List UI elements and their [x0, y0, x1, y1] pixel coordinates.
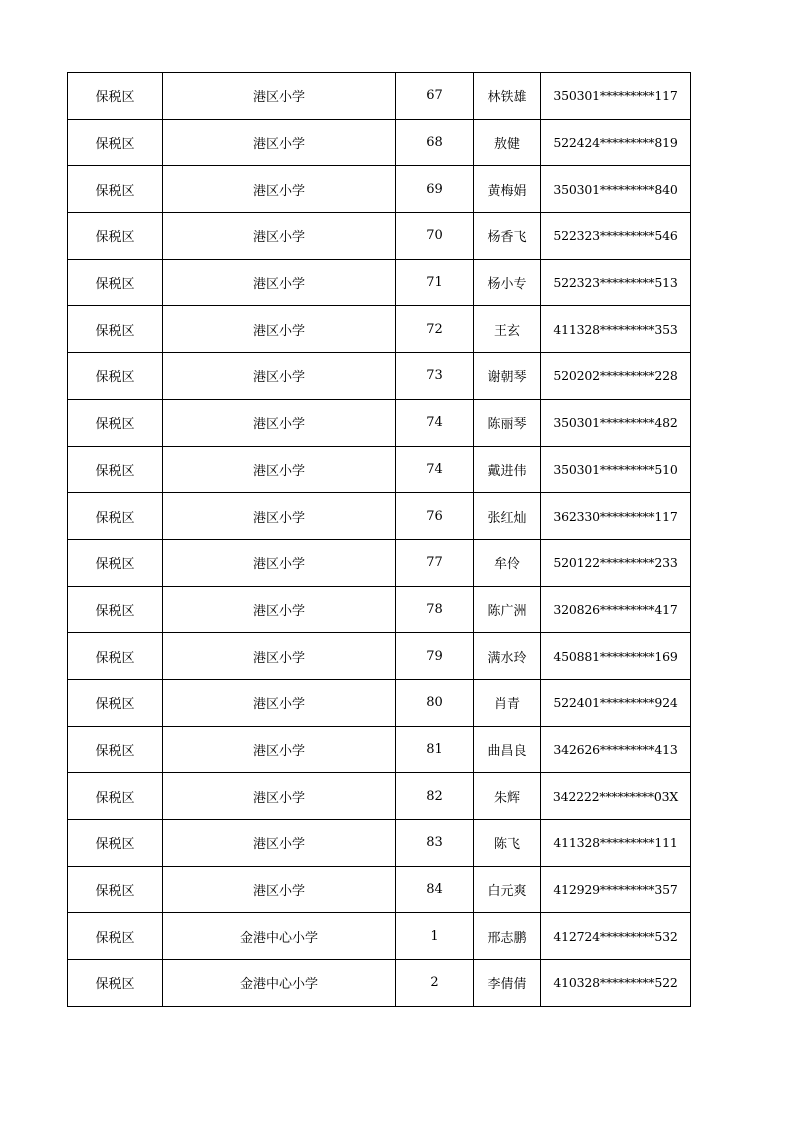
number-cell: 72	[396, 306, 474, 353]
name-cell: 敖健	[474, 119, 541, 166]
district-cell: 保税区	[68, 539, 163, 586]
table-row	[68, 493, 691, 540]
name-cell: 黄梅娟	[474, 166, 541, 213]
table-row	[68, 960, 691, 1007]
table-row	[68, 306, 691, 353]
district-cell: 保税区	[68, 726, 163, 773]
id-number-cell: 320826*********417	[541, 586, 691, 633]
school-cell: 港区小学	[163, 399, 396, 446]
district-cell: 保税区	[68, 213, 163, 260]
number-cell: 68	[396, 119, 474, 166]
number-cell: 78	[396, 586, 474, 633]
id-number-cell: 522323*********546	[541, 213, 691, 260]
number-cell: 74	[396, 446, 474, 493]
school-cell: 港区小学	[163, 726, 396, 773]
school-cell: 金港中心小学	[163, 913, 396, 960]
district-cell: 保税区	[68, 586, 163, 633]
name-cell: 陈丽琴	[474, 399, 541, 446]
number-cell: 70	[396, 213, 474, 260]
district-cell: 保税区	[68, 820, 163, 867]
name-cell: 杨小专	[474, 259, 541, 306]
table-row	[68, 586, 691, 633]
number-cell: 73	[396, 353, 474, 400]
id-number-cell: 522323*********513	[541, 259, 691, 306]
number-cell: 80	[396, 679, 474, 726]
table-row	[68, 866, 691, 913]
number-cell: 77	[396, 539, 474, 586]
school-cell: 港区小学	[163, 353, 396, 400]
roster-body	[68, 73, 691, 1007]
number-cell: 1	[396, 913, 474, 960]
id-number-cell: 410328*********522	[541, 960, 691, 1007]
id-number-cell: 350301*********840	[541, 166, 691, 213]
school-cell: 港区小学	[163, 493, 396, 540]
number-cell: 76	[396, 493, 474, 540]
school-cell: 港区小学	[163, 773, 396, 820]
district-cell: 保税区	[68, 306, 163, 353]
number-cell: 83	[396, 820, 474, 867]
table-row	[68, 726, 691, 773]
number-cell: 69	[396, 166, 474, 213]
number-cell: 79	[396, 633, 474, 680]
name-cell: 林铁雄	[474, 73, 541, 120]
id-number-cell: 522424*********819	[541, 119, 691, 166]
table-row	[68, 166, 691, 213]
name-cell: 陈飞	[474, 820, 541, 867]
name-cell: 陈广洲	[474, 586, 541, 633]
table-row	[68, 446, 691, 493]
school-cell: 港区小学	[163, 866, 396, 913]
id-number-cell: 411328*********353	[541, 306, 691, 353]
district-cell: 保税区	[68, 633, 163, 680]
number-cell: 82	[396, 773, 474, 820]
table-row	[68, 820, 691, 867]
school-cell: 港区小学	[163, 679, 396, 726]
name-cell: 肖青	[474, 679, 541, 726]
district-cell: 保税区	[68, 493, 163, 540]
table-row	[68, 73, 691, 120]
name-cell: 谢朝琴	[474, 353, 541, 400]
table-row	[68, 399, 691, 446]
id-number-cell: 342222*********03X	[541, 773, 691, 820]
table-row	[68, 353, 691, 400]
district-cell: 保税区	[68, 960, 163, 1007]
school-cell: 港区小学	[163, 633, 396, 680]
school-cell: 港区小学	[163, 213, 396, 260]
table-row	[68, 259, 691, 306]
table-row	[68, 913, 691, 960]
name-cell: 杨香飞	[474, 213, 541, 260]
number-cell: 67	[396, 73, 474, 120]
table-row	[68, 213, 691, 260]
school-cell: 港区小学	[163, 166, 396, 213]
table-row	[68, 633, 691, 680]
id-number-cell: 412724*********532	[541, 913, 691, 960]
name-cell: 曲昌良	[474, 726, 541, 773]
school-cell: 港区小学	[163, 820, 396, 867]
number-cell: 71	[396, 259, 474, 306]
district-cell: 保税区	[68, 259, 163, 306]
id-number-cell: 450881*********169	[541, 633, 691, 680]
id-number-cell: 520202*********228	[541, 353, 691, 400]
name-cell: 戴进伟	[474, 446, 541, 493]
district-cell: 保税区	[68, 913, 163, 960]
id-number-cell: 362330*********117	[541, 493, 691, 540]
name-cell: 牟伶	[474, 539, 541, 586]
id-number-cell: 411328*********111	[541, 820, 691, 867]
id-number-cell: 412929*********357	[541, 866, 691, 913]
table-row	[68, 679, 691, 726]
number-cell: 81	[396, 726, 474, 773]
id-number-cell: 350301*********117	[541, 73, 691, 120]
school-cell: 金港中心小学	[163, 960, 396, 1007]
name-cell: 白元爽	[474, 866, 541, 913]
district-cell: 保税区	[68, 73, 163, 120]
id-number-cell: 350301*********510	[541, 446, 691, 493]
school-cell: 港区小学	[163, 73, 396, 120]
district-cell: 保税区	[68, 679, 163, 726]
id-number-cell: 520122*********233	[541, 539, 691, 586]
id-number-cell: 522401*********924	[541, 679, 691, 726]
district-cell: 保税区	[68, 166, 163, 213]
district-cell: 保税区	[68, 119, 163, 166]
district-cell: 保税区	[68, 446, 163, 493]
name-cell: 邢志鹏	[474, 913, 541, 960]
table-row	[68, 119, 691, 166]
school-cell: 港区小学	[163, 306, 396, 353]
number-cell: 84	[396, 866, 474, 913]
school-cell: 港区小学	[163, 539, 396, 586]
name-cell: 张红灿	[474, 493, 541, 540]
district-cell: 保税区	[68, 773, 163, 820]
school-cell: 港区小学	[163, 119, 396, 166]
name-cell: 王玄	[474, 306, 541, 353]
table-row	[68, 773, 691, 820]
table-row	[68, 539, 691, 586]
district-cell: 保税区	[68, 353, 163, 400]
name-cell: 李倩倩	[474, 960, 541, 1007]
name-cell: 满水玲	[474, 633, 541, 680]
school-cell: 港区小学	[163, 259, 396, 306]
district-cell: 保税区	[68, 399, 163, 446]
number-cell: 74	[396, 399, 474, 446]
roster-table	[67, 72, 691, 1007]
id-number-cell: 342626*********413	[541, 726, 691, 773]
id-number-cell: 350301*********482	[541, 399, 691, 446]
school-cell: 港区小学	[163, 586, 396, 633]
name-cell: 朱辉	[474, 773, 541, 820]
number-cell: 2	[396, 960, 474, 1007]
school-cell: 港区小学	[163, 446, 396, 493]
district-cell: 保税区	[68, 866, 163, 913]
